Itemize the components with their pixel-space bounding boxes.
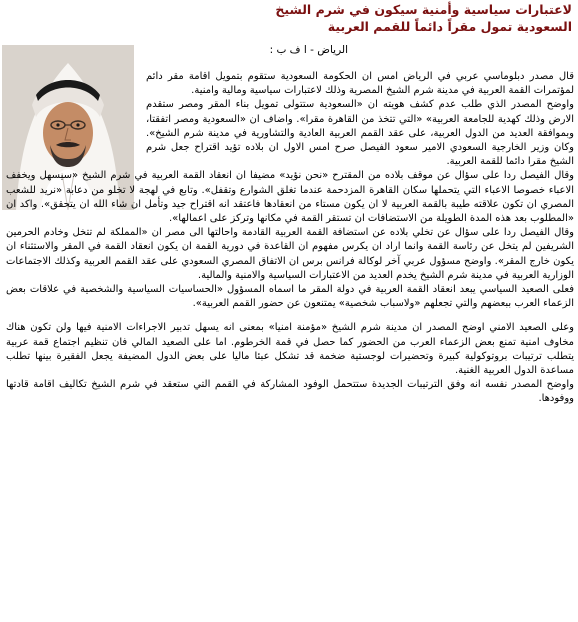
paragraph: قال مصدر دبلوماسي عربي في الرياض امس ان الحكومة السعودية ستقوم بتمويل اقامة مقر دائم لمؤتمرات القمة العربية في مدينة شرم الشيخ المصرية وذلك لاعتبارات سياسية ومالية وامنية. (146, 71, 574, 97)
headline (6, 1, 572, 35)
headline-line-2: السعودية تمول مقراً دائماً للقمم العربية (327, 19, 572, 34)
paragraph: وقال الفيصل ردا على سؤال عن تخلي بلاده عن استضافة القمة العربية القادمة واحالتها الى مصر ان «المملكة لم تتخل وخادم الحرمين الشريفين لم يتخل عن رئاسة القمة وانما اراد ان يكرس مفهوم ان القاعدة في دورية القمة ان يكون انعقاد القمة في المقر والاستثناء ان يكون خارج المقر». واوضح مسؤول عربي آخر لوكالة فرانس برس ان الاتفاق المصري السعودي على عقد القمم العربية وكذلك الاجتماعات الوزارية العربية في مدينة شرم الشيخ يخدم العديد من الاعتبارات السياسية والامنية والمالية. (6, 227, 574, 281)
dateline: الرياض - ا ف ب : (269, 44, 348, 56)
paragraph: وعلى الصعيد الامني اوضح المصدر ان مدينة شرم الشيخ «مؤمنة امنيا» بمعنى انه يسهل تدبير الاجراءات الامنية فيها ولن تكون هناك مخاوف امنية تمنع بعض الزعماء العرب من الحضور كما حصل في قمة الخرطوم. اما على الصعيد المالي فان تنظيم اجتماع قمة عربية يتطلب ترتيبات بروتوكولية كبيرة وتحضيرات لوجستية ضخمة قد تشكل عبئا ماليا على بعض الدول المضيفة يجعل الفقيرة بينها تطلب مساعدة الدول العربية الغنية. (6, 322, 574, 377)
paragraph: واوضح المصدر نفسه انه وفق الترتيبات الجديدة ستتحمل الوفود المشاركة في القمم التي ستعقد في شرم الشيخ تكاليف اقامة قادتها ووفودها. (6, 379, 574, 405)
article-body (6, 60, 574, 407)
paragraph: وقال الفيصل ردا على سؤال عن موقف بلاده من المقترح «نحن نؤيد» مضيفا ان انعقاد القمة العربية في شرم الشيخ «سيسهل ويخفف الاعباء خصوصا الاعباء التي يتحملها سكان القاهرة المزدحمة عندما تغلق الشوارع وتقفل». وتابع في لهجة لا تخلو من دعابة «نريد للشعب المصري ان تكون علاقته طيبة بالقمة العربية لا ان يكون مستاء من انعقادها فاعتقد انه اقتراح جيد وتأمل ان شاء الله ان يتحقق». واكد ان «المطلوب بعد هذه المدة الطويلة من الاستضافات ان تستقر القمة في مكانها وتركز على اعمالها». (6, 170, 574, 225)
headline-line-1: لاعتبارات سياسية وأمنية سيكون في شرم الشيخ (275, 2, 572, 17)
paragraph-gap (6, 311, 574, 321)
paragraph: واوضح المصدر الذي طلب عدم كشف هويته ان «السعودية ستتولى تمويل بناء المقر ومصر ستقدم الارض وذلك كهدية للجامعة العربية» «التي تتخذ من القاهرة مقرا». واضاف ان «السعودية ومصر اتفقتا، وبموافقة العديد من الدول العربية، على عقد القمم العربية العادية والتشاورية في مدينة شرم الشيخ». وكان وزير الخارجية السعودي الامير سعود الفيصل صرح امس الاول ان بلاده تؤيد اقتراح جعل شرم الشيخ مقرا دائما للقمة العربية. (146, 99, 574, 168)
paragraph: فعلى الصعيد السياسي يبعد انعقاد القمة العربية في دولة المقر ما اسماه المسؤول «الحساسيات السياسية والشخصية في علاقات بعض الزعماء العرب ببعضهم والتي تجعلهم «ولاسباب شخصية» يمتنعون عن حضور القمم العربية». (6, 284, 574, 310)
